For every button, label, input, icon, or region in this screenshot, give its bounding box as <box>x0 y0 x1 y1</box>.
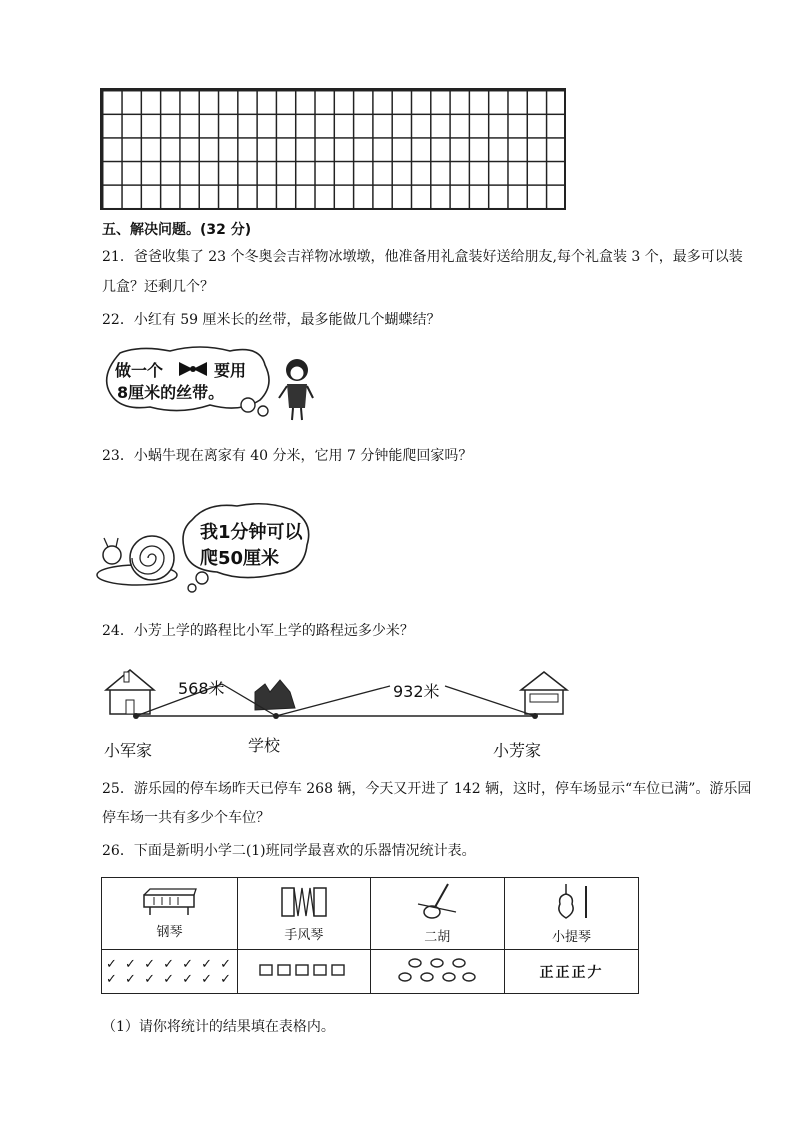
q23-bubble-line1: 我1分钟可以 <box>200 522 303 543</box>
instrument-name: 手风琴 <box>284 928 324 943</box>
q21-line1: 21．爸爸收集了 23 个冬奥会吉祥物冰墩墩，他准备用礼盒装好送给朋友,每个礼盒装 3 个，最多可以装 <box>102 249 743 265</box>
piano-tally-row2: ✓ ✓ ✓ ✓ ✓ ✓ ✓ <box>106 971 234 987</box>
distance-left-label: 568米 <box>178 679 225 698</box>
cell-piano <box>102 878 238 950</box>
accordion-icon <box>279 884 329 920</box>
answer-grid <box>100 88 566 210</box>
girl-figure-icon <box>275 358 319 422</box>
instrument-name: 二胡 <box>424 930 451 945</box>
cell-erhu <box>370 878 504 950</box>
q22-bubble-line1b: 要用 <box>214 361 247 380</box>
place-xiaofang-home: 小芳家 <box>493 741 542 760</box>
distance-right-label: 932米 <box>393 682 440 701</box>
instrument-table <box>101 877 639 994</box>
violin-icon <box>546 882 596 922</box>
accordion-tally-squares <box>259 963 349 977</box>
cell-violin-marks <box>504 950 638 994</box>
q23-text: 23．小蜗牛现在离家有 40 分米，它用 7 分钟能爬回家吗？ <box>102 448 473 464</box>
q25-line2: 停车场一共有多少个车位？ <box>102 810 270 826</box>
q24-route-diagram <box>100 662 580 722</box>
place-xiaojun-home: 小军家 <box>104 741 153 760</box>
cell-erhu-marks <box>370 950 504 994</box>
erhu-icon <box>412 882 462 922</box>
bow-icon <box>177 360 209 378</box>
q26-text: 26．下面是新明小学二(1)班同学最喜欢的乐器情况统计表。 <box>102 843 476 859</box>
erhu-tally-circles <box>397 955 477 985</box>
cell-accordion <box>238 878 371 950</box>
cell-accordion-marks <box>238 950 371 994</box>
place-school: 学校 <box>248 736 281 755</box>
q22-text: 22．小红有 59 厘米长的丝带，最多能做几个蝴蝶结？ <box>102 312 441 328</box>
instrument-name: 小提琴 <box>551 930 591 945</box>
q24-text: 24．小芳上学的路程比小军上学的路程远多少米？ <box>102 623 414 639</box>
cell-piano-marks <box>102 950 238 994</box>
q26-sub1: （1）请你将统计的结果填在表格内。 <box>102 1019 335 1035</box>
q21-line2: 几盒？还剩几个？ <box>102 279 214 295</box>
piano-icon <box>140 887 200 917</box>
q22-bubble-line1a: 做一个 <box>115 361 164 380</box>
q23-bubble-line2: 爬50厘米 <box>200 548 280 569</box>
piano-tally-row1: ✓ ✓ ✓ ✓ ✓ ✓ ✓ <box>106 956 234 972</box>
instrument-name: 钢琴 <box>156 925 183 940</box>
cell-violin <box>504 878 638 950</box>
q22-bubble-line2: 8厘米的丝带。 <box>117 383 225 402</box>
violin-tally: 正正正𠂇 <box>539 964 604 981</box>
section-title: 五、解决问题。(32 分) <box>102 222 252 238</box>
q25-line1: 25．游乐园的停车场昨天已停车 268 辆，今天又开进了 142 辆，这时，停车场显示“车位已满”。游乐园 <box>102 781 752 797</box>
